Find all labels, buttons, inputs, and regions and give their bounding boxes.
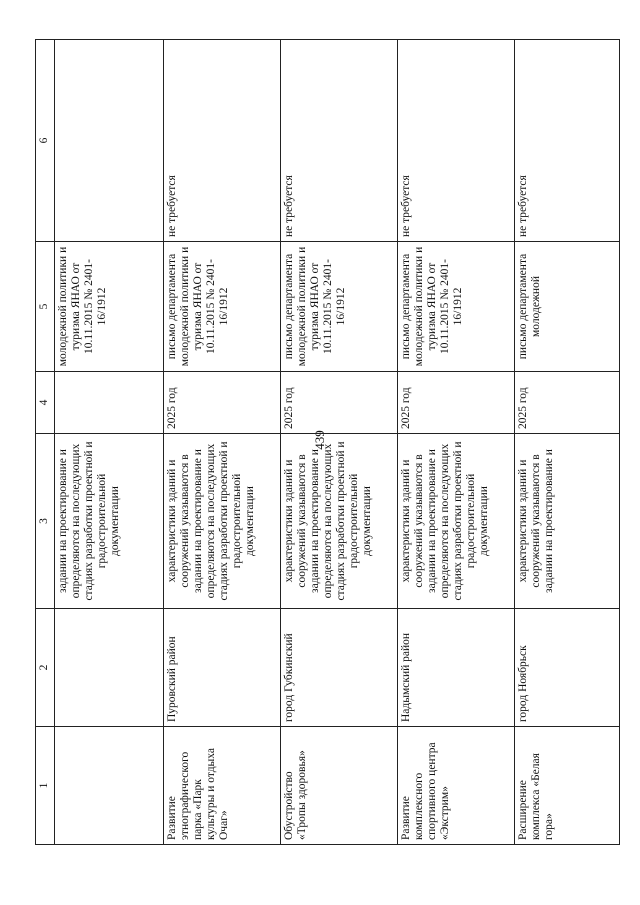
cell-object xyxy=(55,727,164,845)
cell-location: город Губкинский xyxy=(281,609,398,727)
col-header-2: 2 xyxy=(36,609,55,727)
cell-requirement: не требуется xyxy=(164,40,281,242)
table-row xyxy=(164,40,281,845)
cell-characteristics: характеристики зданий и сооружений указываются в задании на проектирование и определяются на последующих стадиях разработки проектной и градостроительной документации xyxy=(398,434,515,609)
cell-location: город Ноябрьск xyxy=(515,609,620,727)
cell-characteristics: характеристики зданий и сооружений указываются в задании на проектирование и определяются на последующих стадиях разработки проектной и градостроительной документации xyxy=(164,434,281,609)
cell-year: 2025 год xyxy=(164,372,281,434)
cell-characteristics: характеристики зданий и сооружений указываются в задании на проектирование и определяются на последующих стадиях разработки проектной и градостроительной документации xyxy=(281,434,398,609)
cell-location xyxy=(55,609,164,727)
table-row xyxy=(398,40,515,845)
cell-requirement: не требуется xyxy=(398,40,515,242)
cell-basis: письмо департамента молодежной политики и туризма ЯНАО от 10.11.2015 № 2401-16/1912 xyxy=(281,242,398,372)
cell-basis: молодежной политики и туризма ЯНАО от 10.11.2015 № 2401-16/1912 xyxy=(55,242,164,372)
cell-characteristics: задании на проектирование и определяются на последующих стадиях разработки проектной и градостроительной документации xyxy=(55,434,164,609)
cell-requirement: не требуется xyxy=(515,40,620,242)
cell-location: Надымский район xyxy=(398,609,515,727)
page-number: 439 xyxy=(312,430,327,450)
cell-object: Развитие этнографического парка «Парк культуры и отдыха Очаг» xyxy=(164,727,281,845)
cell-year xyxy=(55,372,164,434)
col-header-1: 1 xyxy=(36,727,55,845)
cell-location: Пуровский район xyxy=(164,609,281,727)
cell-basis: письмо департамента молодежной политики и туризма ЯНАО от 10.11.2015 № 2401-16/1912 xyxy=(164,242,281,372)
cell-characteristics: характеристики зданий и сооружений указываются в задании на проектирование и xyxy=(515,434,620,609)
col-header-3: 3 xyxy=(36,434,55,609)
rotated-page xyxy=(35,40,605,845)
cell-requirement: не требуется xyxy=(281,40,398,242)
header-row xyxy=(36,40,55,845)
cell-basis: письмо департамента молодежной политики и туризма ЯНАО от 10.11.2015 № 2401-16/1912 xyxy=(398,242,515,372)
table-row xyxy=(281,40,398,845)
table-row xyxy=(515,40,620,845)
cell-object: Обустройство «Тропы здоровья» xyxy=(281,727,398,845)
col-header-5: 5 xyxy=(36,242,55,372)
rotated-content xyxy=(35,40,605,845)
cell-object: Развитие комплексного спортивного центра «Экстрим» xyxy=(398,727,515,845)
objects-table xyxy=(35,39,620,845)
cell-basis: письмо департамента молодежной xyxy=(515,242,620,372)
col-header-4: 4 xyxy=(36,372,55,434)
cell-object: Расширение комплекса «Белая гора» xyxy=(515,727,620,845)
cell-requirement xyxy=(55,40,164,242)
cell-year: 2025 год xyxy=(398,372,515,434)
table-row xyxy=(55,40,164,845)
cell-year: 2025 год xyxy=(281,372,398,434)
cell-year: 2025 год xyxy=(515,372,620,434)
col-header-6: 6 xyxy=(36,40,55,242)
